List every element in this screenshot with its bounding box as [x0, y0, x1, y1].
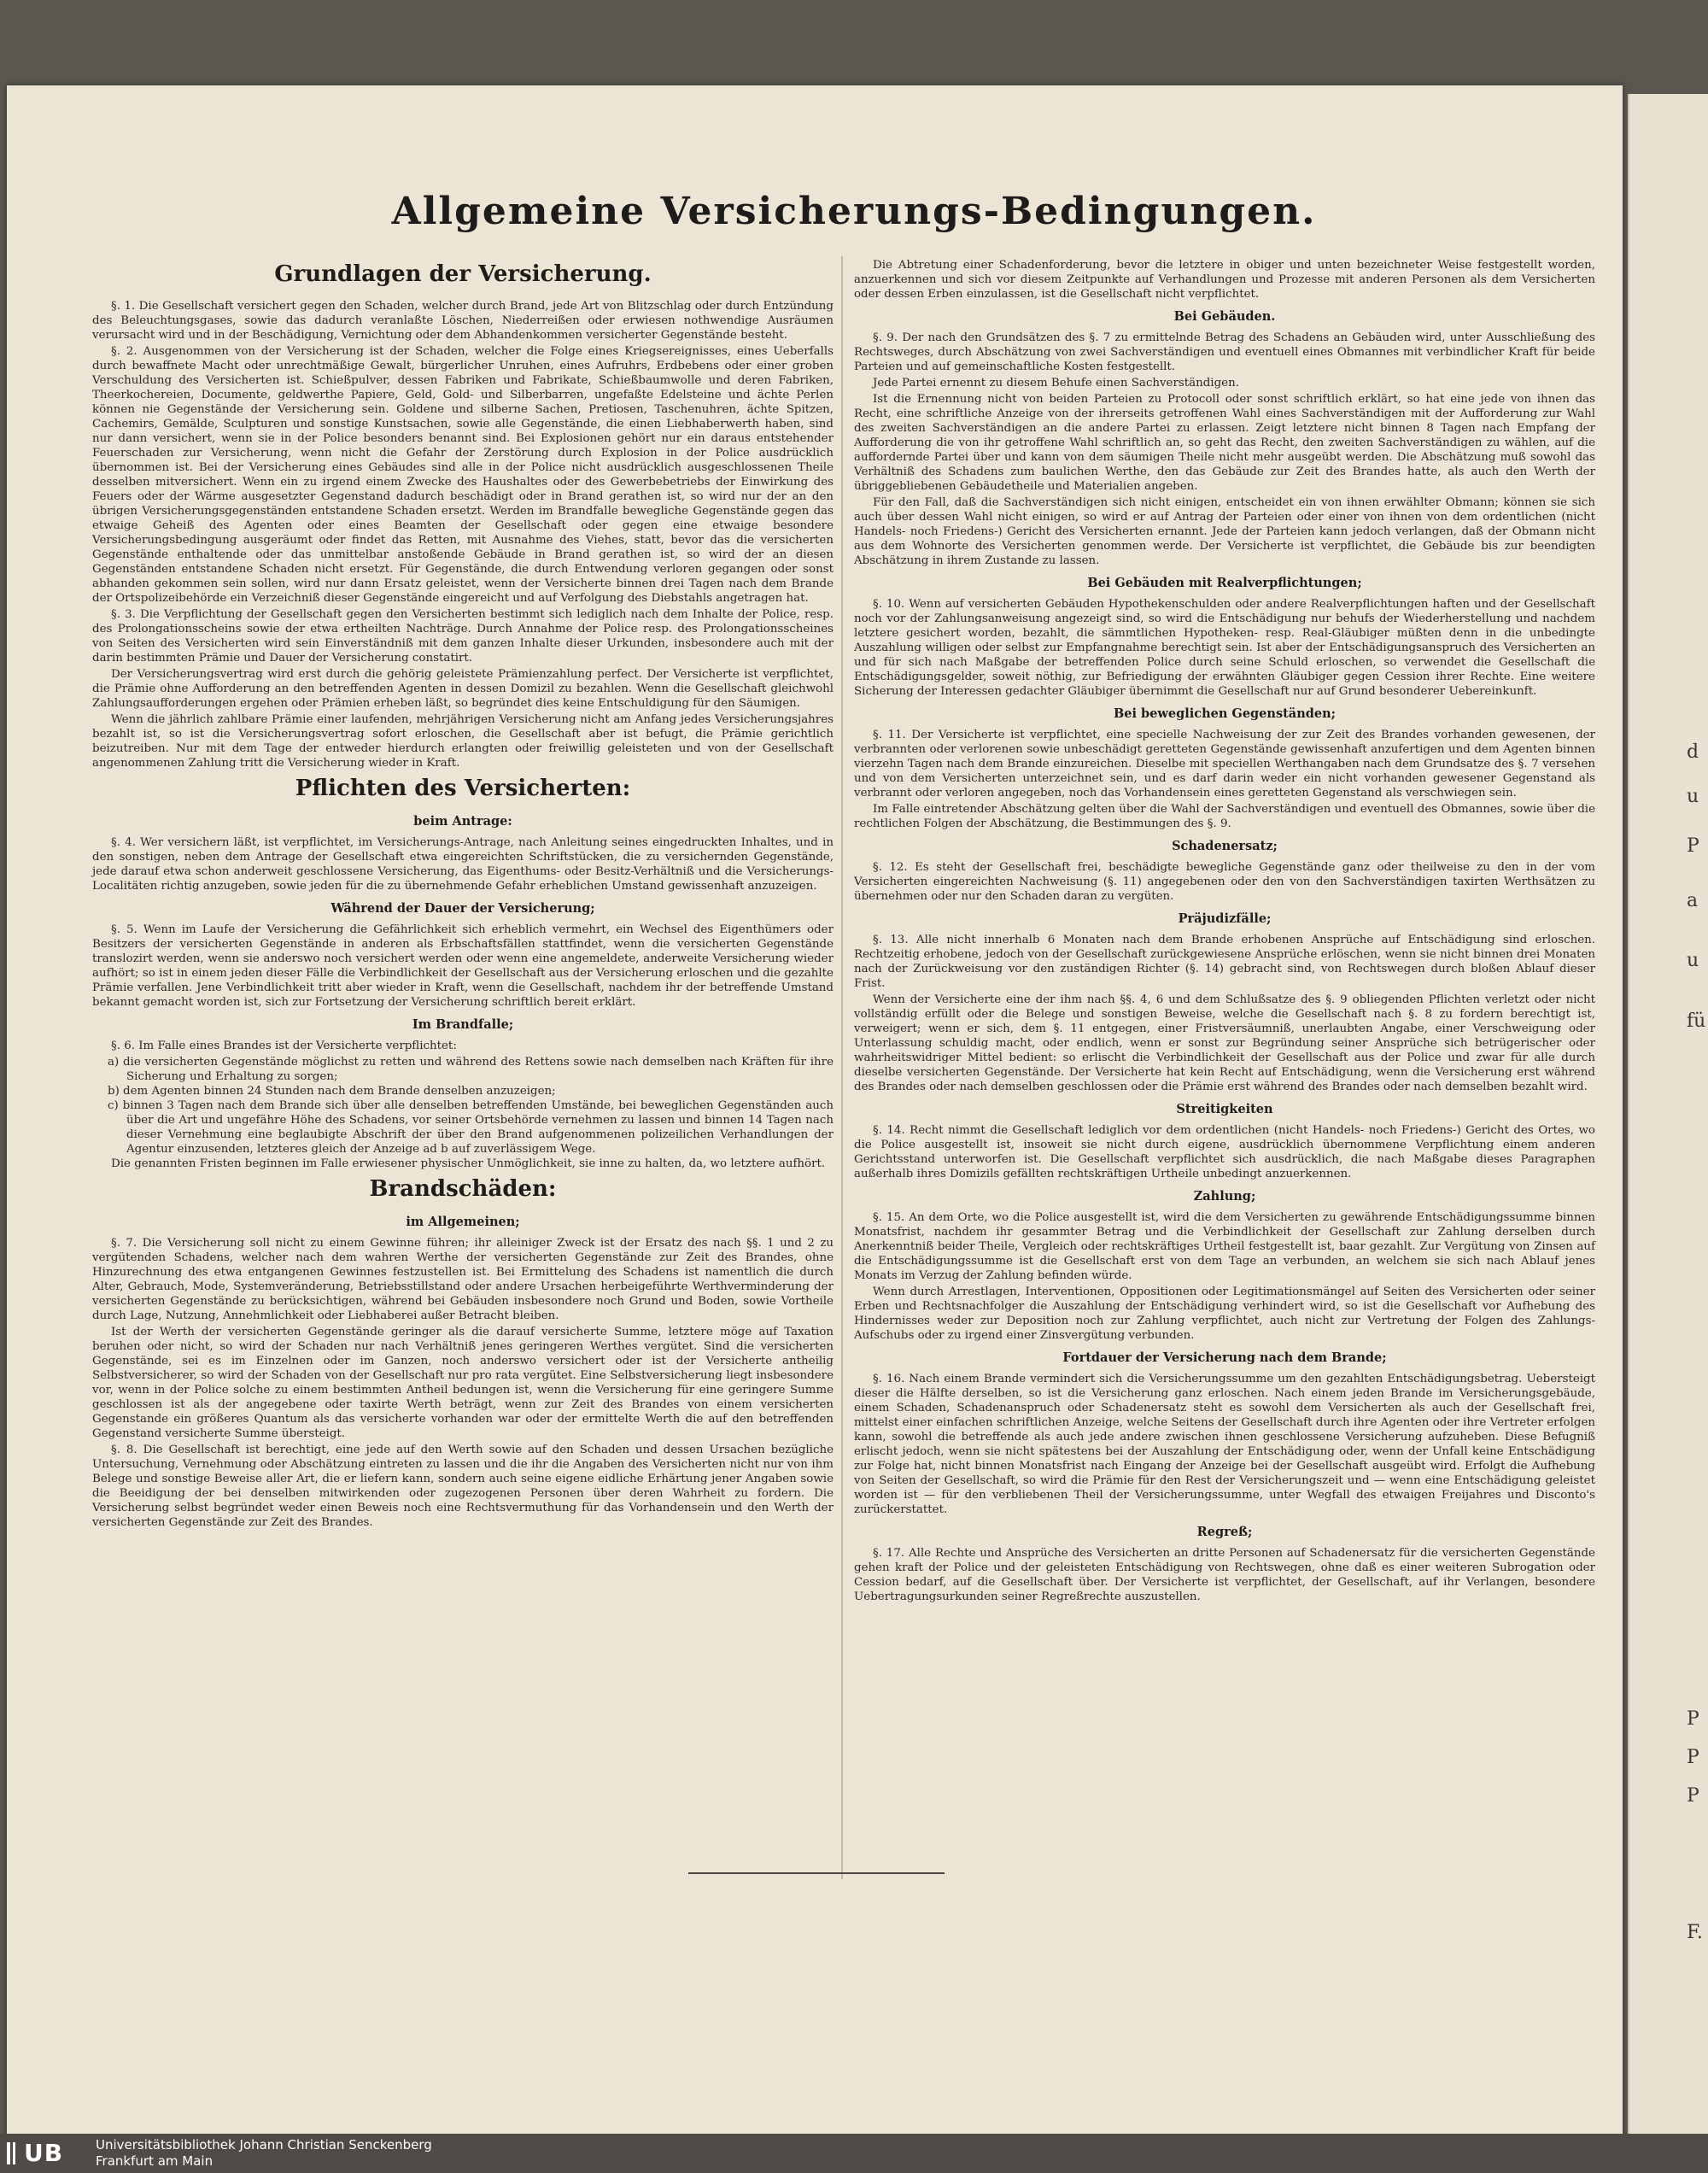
- paragraph: Ist der Werth der versicherten Gegenstände geringer als die darauf versicherte Summe, letztere möge auf Taxation beruhen oder nicht, so wird der Schaden nur nach Verhältniß jenes geringeren Werthes vergütet. Sind die versicherten Gegenstände, sei es im Einzelnen oder im Ganzen, noch anderswo versichert oder ist der Versicherte antheilig Selbstversicherer, so wird der Schaden von der Gesellschaft nur pro rata vergütet. Eine Selbstversicherung liegt insbesondere vor, wenn in der Police solche zu einem bestimmten Antheil bedungen ist, wenn die Versicherung für eine geringere Summe geschlossen ist als der angegebene oder taxirte Werth beträgt, wenn zur Zeit des Brandes von einem versicherten Gegenstande ein größeres Quantum als das versicherte vorhanden war oder der ermittelte Werth die auf den betreffenden Gegenstand versicherte Summe übersteigt.: [92, 1326, 834, 1440]
- subsection-heading: Schadenersatz;: [1172, 839, 1278, 853]
- logo-mark-icon: [7, 2142, 15, 2164]
- subsection-heading: Bei Gebäuden.: [1173, 309, 1276, 324]
- closing-rule: [688, 1872, 945, 1874]
- column-fold-line: [841, 256, 843, 1879]
- paragraph: §. 8. Die Gesellschaft ist berechtigt, eine jede auf den Werth sowie auf den Schaden und dessen Ursachen bezügliche Untersuchung, Vernehmung oder Abschätzung eintreten zu lassen und die ihr die Angaben des Versicherten nicht nur von ihm Belege und sonstige Beweise aller Art, die er liefern kann, sondern auch seine eigene eidliche Erhärtung jener Angaben sowie die Beeidigung der bei denselben mitwirkenden oder zugezogenen Personen über deren Wahrheit zu fordern. Die Versicherung selbst begründet weder einen Beweis noch eine Rechtsvermuthung für das Vorhandensein und den Werth der versicherten Gegenstände zur Zeit des Brandes.: [92, 1444, 834, 1529]
- subsection-heading: Präjudizfälle;: [1178, 911, 1272, 926]
- ub-logo: [7, 2139, 84, 2168]
- footer-bar: [0, 2134, 1708, 2173]
- paragraph: §. 3. Die Verpflichtung der Gesellschaft gegen den Versicherten bestimmt sich lediglich nach dem Inhalte der Police, resp. des Prolongationsscheins sowie der etwa ertheilten Nachträge. Durch Annahme der Police resp. des Prolongationsscheines von Seiten des Versicherten wird sein Einverständniß mit dem ganzen Inhalte dieser Urkunden, insbesondere auch mit der darin bestimmten Prämie und Dauer der Versicherung constatirt.: [92, 608, 834, 665]
- footer-institution: Universitätsbibliothek Johann Christian Senckenberg: [96, 2137, 432, 2152]
- list-item: c) binnen 3 Tagen nach dem Brande sich über alle denselben betreffenden Umstände, bei beweglichen Gegenständen auch über die Art und ungefähre Höhe des Schadens, vor seiner Ortsbehörde vernehmen zu lassen und binnen 14 Tagen nach dieser Vernehmung eine beglaubigte Abschrift der über den Brand aufgenommenen polizeilichen Verhandlungen der Agentur einzusenden, letzteres gleich der Anzeige ad b auf zuverlässigem Wege.: [108, 1099, 834, 1156]
- document-title: Allgemeine Versicherungs-Bedingungen.: [391, 190, 1317, 233]
- paragraph: Wenn der Versicherte eine der ihm nach §§. 4, 6 und dem Schlußsatze des §. 9 obliegenden Pflichten verletzt oder nicht vollständig erfüllt oder die Belege und sonstigen Beweise, welche die Gesellschaft nach §. 8 zu fordern berechtigt ist, verweigert; wenn er sich, dem §. 11 entgegen, einer Fristversäumniß, unerlaubten Angabe, einer Verschweigung oder Unterlassung schuldig macht, oder endlich, wenn er sonst zur Begründung seiner Ansprüche sich betrügerischer oder wahrheitswidriger Mittel bedient: so erlischt die Verbindlichkeit der Gesellschaft aus der Police und zwar für alle durch dieselbe versicherten Gegenstände. Der Versicherte hat kein Recht auf Entschädigung, wenn die Versicherung erst während des Brandes oder nach demselben geschlossen oder die Prämie erst während des Brandes oder nach demselben bezahlt wird.: [854, 993, 1595, 1093]
- edge-letter: F.: [1687, 1922, 1703, 1943]
- subsection-heading: Im Brandfalle;: [412, 1017, 514, 1032]
- subsection-heading: beim Antrage:: [413, 814, 512, 829]
- paragraph: §. 9. Der nach den Grundsätzen des §. 7 zu ermittelnde Betrag des Schadens an Gebäuden wird, unter Ausschließung des Rechtsweges, durch Abschätzung von zwei Sachverständigen und eventuell eines Obmannes mit verbindlicher Kraft für beide Parteien und auf gemeinschaftliche Kosten festgestellt.: [854, 331, 1595, 373]
- edge-letter: fü: [1687, 1010, 1706, 1032]
- paragraph: §. 4. Wer versichern läßt, ist verpflichtet, im Versicherungs-Antrage, nach Anleitung seines eingedruckten Inhaltes, und in den sonstigen, neben dem Antrage der Gesellschaft etwa eingereichten Schriftstücken, die zu versichernden Gegenstände, jede darauf etwa schon anderweit geschlossene Versicherung, das Eigenthums- oder Besitz-Verhältniß und die Versicherungs-Localitäten richtig anzugeben, sowie jeden für die zu übernehmende Gefahr erheblichen Umstand gewissenhaft anzuzeigen.: [92, 836, 834, 893]
- paragraph: §. 6. Im Falle eines Brandes ist der Versicherte verpflichtet:: [111, 1040, 457, 1052]
- footer-city: Frankfurt am Main: [96, 2153, 214, 2169]
- subsection-heading: Regreß;: [1196, 1525, 1253, 1539]
- paragraph: Im Falle eintretender Abschätzung gelten über die Wahl der Sachverständigen und eventuell des Obmannes, sowie über die rechtlichen Folgen der Abschätzung, die Bestimmungen des §. 9.: [854, 803, 1595, 830]
- section-heading: Pflichten des Versicherten:: [295, 776, 631, 801]
- list-item: a) die versicherten Gegenstände möglichst zu retten und während des Rettens sowie nach demselben nach Kräften für ihre Sicherung und Erhaltung zu sorgen;: [108, 1056, 834, 1083]
- edge-letter: P: [1687, 1785, 1699, 1807]
- section-heading: Grundlagen der Versicherung.: [274, 261, 652, 287]
- subsection-heading: Während der Dauer der Versicherung;: [330, 901, 595, 916]
- subsection-heading: Zahlung;: [1193, 1189, 1256, 1204]
- right-text-column: [854, 258, 1595, 1872]
- edge-letter: P: [1687, 1708, 1699, 1730]
- paragraph: §. 1. Die Gesellschaft versichert gegen den Schaden, welcher durch Brand, jede Art von Blitzschlag oder durch Entzündung des Beleuchtungsgases, sowie das dadurch veranlaßte Löschen, Niederreißen oder erwiesen nothwendige Ausräumen verursacht wird und in der Beschädigung, Vernichtung oder dem Abhandenkommen versicherter Gegenstände besteht.: [92, 300, 834, 342]
- subsection-heading: Fortdauer der Versicherung nach dem Brande;: [1062, 1350, 1387, 1365]
- paragraph: §. 17. Alle Rechte und Ansprüche des Versicherten an dritte Personen auf Schadenersatz für die versicherten Gegenstände gehen kraft der Police und der geleisteten Entschädigung von Rechtswegen, ohne daß es einer weiteren Subrogation oder Cession bedarf, auf die Gesellschaft über. Der Versicherte ist verpflichtet, der Gesellschaft, auf ihr Verlangen, besondere Uebertragungsurkunden seiner Regreßrechte auszustellen.: [854, 1547, 1595, 1603]
- paragraph: Wenn die jährlich zahlbare Prämie einer laufenden, mehrjährigen Versicherung nicht am Anfang jedes Versicherungsjahres bezahlt ist, so ist die Versicherungsvertrag sofort erloschen, die Gesellschaft aber ist befugt, die Prämie gerichtlich beizutreiben. Nur mit dem Tage der entweder hierdurch erlangten oder freiwillig geleisteten und von der Gesellschaft angenommenen Zahlung tritt die Versicherung wieder in Kraft.: [92, 713, 834, 770]
- paragraph: Der Versicherungsvertrag wird erst durch die gehörig geleistete Prämienzahlung perfect. Der Versicherte ist verpflichtet, die Prämie ohne Aufforderung an den betreffenden Agenten in dessen Domizil zu bezahlen. Wenn die Gesellschaft gleichwohl Zahlungsaufforderungen ergehen oder Prämien erheben läßt, so begründet dies keine Entschuldigung für den Säumigen.: [92, 668, 834, 710]
- paragraph: Für den Fall, daß die Sachverständigen sich nicht einigen, entscheidet ein von ihnen erwählter Obmann; können sie sich auch über dessen Wahl nicht einigen, so wird er auf Antrag der Parteien oder einer von ihnen von dem ordentlichen (nicht Handels- noch Friedens-) Gericht des Versicherten ernannt. Jede der Parteien kann jedoch verlangen, daß der Obmann nicht aus dem Wohnorte des Versicherten genommen werde. Der Versicherte ist verpflichtet, die Gebäude bis zur beendigten Abschätzung in ihrem Zustande zu lassen.: [854, 496, 1595, 567]
- edge-letter: a: [1687, 890, 1699, 911]
- paragraph: §. 11. Der Versicherte ist verpflichtet, eine specielle Nachweisung der zur Zeit des Brandes vorhanden gewesenen, der verbrannten oder verlorenen sowie unbeschädigt geretteten Gegenstände gewissenhaft anzufertigen und dem Agenten binnen vierzehn Tagen nach dem Brande einzureichen. Dieselbe mit speciellen Werthangaben nach dem Grundsatze des §. 7 versehen und von dem Versicherten unterzeichnet sein, und es darf darin weder ein nicht vorhanden gewesener Gegenstand als verbrannt oder verloren angegeben, noch das Vorhandensein eines geretteten Gegenstand als verschwiegen sein.: [854, 729, 1595, 800]
- paragraph: §. 12. Es steht der Gesellschaft frei, beschädigte bewegliche Gegenstände ganz oder theilweise zu den in der vom Versicherten eingereichten Nachweisung (§. 11) angegebenen oder den von den Sachverständigen taxirten Werthsätzen zu übernehmen oder nur den Schaden daran zu vergüten.: [854, 861, 1595, 903]
- paragraph: Die genannten Fristen beginnen im Falle erwiesener physischer Unmöglichkeit, sie inne zu halten, da, wo letztere aufhört.: [111, 1157, 826, 1170]
- paragraph: §. 15. An dem Orte, wo die Police ausgestellt ist, wird die dem Versicherten zu gewährende Entschädigungssumme binnen Monatsfrist, nachdem ihr gesammter Betrag und die Verbindlichkeit der Gesellschaft zur Zahlung derselben durch Anerkenntniß beider Theile, Vergleich oder rechtskräftiges Urtheil festgestellt ist, baar gezahlt. Zur Vergütung von Zinsen auf die Entschädigungssumme ist die Gesellschaft erst von dem Tage an verbunden, an welchem sie sich nach Ablauf jenes Monats im Verzug der Zahlung befinden würde.: [854, 1211, 1595, 1282]
- paragraph: §. 10. Wenn auf versicherten Gebäuden Hypothekenschulden oder andere Realverpflichtungen haften und der Gesellschaft noch vor der Zahlungsanweisung angezeigt sind, so wird die Entschädigung nur behufs der Wiederherstellung und nachdem letztere gesichert worden, bezahlt, die sämmtlichen Hypotheken- resp. Real-Gläubiger müßten denn in die unbedingte Auszahlung willigen oder selbst zur Empfangnahme berechtigt sein. Ist aber der Entschädigungsanspruch des Versicherten an und für sich nach Maßgabe der betreffenden Police durch seine Schuld erloschen, so verwendet die Gesellschaft die Entschädigungsgelder, soweit nöthig, zur Befriedigung der erwähnten Gläubiger gegen Cession ihrer Rechte. Eine weitere Sicherung der Interessen gedachter Gläubiger übernimmt die Gesellschaft nur auf Grund besonderer Uebereinkunft.: [854, 598, 1595, 698]
- paragraph: Wenn durch Arrestlagen, Interventionen, Oppositionen oder Legitimationsmängel auf Seiten des Versicherten oder seiner Erben und Rechtsnachfolger die Auszahlung der Entschädigung verhindert wird, so ist die Gesellschaft vor Aufhebung des Hindernisses weder zur Deposition noch zur Zahlung verpflichtet, auch nicht zur Vertretung der Folgen des Zahlungs-Aufschubs oder zu irgend einer Zinsvergütung verbunden.: [854, 1286, 1595, 1342]
- edge-letter: P: [1687, 1747, 1699, 1768]
- paragraph: Ist die Ernennung nicht von beiden Parteien zu Protocoll oder sonst schriftlich erklärt, so hat eine jede von ihnen das Recht, eine schriftliche Anzeige von der ihrerseits getroffenen Wahl eines Sachverständigen mit der Aufforderung zur Wahl des zweiten Sachverständigen an die andere Partei zu erlassen. Zeigt letztere nicht binnen 8 Tagen nach Empfang der Aufforderung die von ihr getroffene Wahl schriftlich an, so geht das Recht, den zweiten Sachverständigen zu wählen, auf die auffordernde Partei über und kann von dem säumigen Theile nicht mehr ausgeübt werden. Die Abschätzung muß sowohl das Verhältniß des Schadens zum baulichen Werthe, den das Gebäude zur Zeit des Brandes hatte, als auch den Werth der übriggebliebenen Gebäudetheile und Materialien angeben.: [854, 393, 1595, 493]
- paragraph: Jede Partei ernennt zu diesem Behufe einen Sachverständigen.: [873, 377, 1239, 390]
- logo-text: UB: [24, 2139, 64, 2167]
- edge-letter: u: [1687, 950, 1699, 971]
- section-heading: Brandschäden:: [369, 1176, 557, 1202]
- subsection-heading: im Allgemeinen;: [406, 1215, 520, 1229]
- paragraph: §. 14. Recht nimmt die Gesellschaft lediglich vor dem ordentlichen (nicht Handels- noch Friedens-) Gericht des Ortes, wo die Police ausgestellt ist, insoweit sie nicht durch eigene, ausdrücklich übernommene Verpflichtung einem anderen Gerichtsstand unterworfen ist. Die Gesellschaft verpflichtet sich ausdrücklich, die nach Maßgabe dieses Paragraphen außerhalb ihres Domizils gefällten rechtskräftigen Urtheile unbedingt anzuerkennen.: [854, 1124, 1595, 1180]
- adjacent-page-edge: [1628, 94, 1708, 2144]
- subsection-heading: Bei Gebäuden mit Realverpflichtungen;: [1087, 576, 1362, 590]
- paragraph: §. 2. Ausgenommen von der Versicherung ist der Schaden, welcher die Folge eines Kriegsereignisses, eines Ueberfalls durch bewaffnete Macht oder unrechtmäßige Gewalt, bürgerlicher Unruhen, eines Aufruhrs, Erdbebens oder einer groben Verschuldung des Versicherten ist. Schießpulver, dessen Fabriken und Fabrikate, Schießbaumwolle und deren Fabriken, Theerkochereien, Documente, geldwerthe Papiere, Geld, Gold- und Silberbarren, ungefaßte Edelsteine und ächte Perlen können nie Gegenstände der Versicherung sein. Goldene und silberne Sachen, Pretiosen, Taschenuhren, ächte Spitzen, Cachemirs, Gemälde, Sculpturen und sonstige Kunstsachen, sowie alle Gegenstände, die einen Liebhaberwerth haben, sind nur dann versichert, wenn sie in der Police besonders benannt sind. Bei Explosionen gehört nur ein daraus entstehender Feuerschaden zur Versicherung, wenn nicht die Gefahr der Zerstörung durch Explosion in der Police ausdrücklich übernommen ist. Bei der Versicherung eines Gebäudes sind alle in der Police nicht ausdrücklich ausgeschlossenen Theile desselben mitversichert. Wenn ein zu irgend einem Zwecke des Haushaltes oder des Gewerbebetriebs der Einwirkung des Feuers oder der Wärme ausgesetzter Gegenstand dadurch beschädigt oder in Brand gerathen ist, so wird nur der an den übrigen Versicherungsgegenständen entstandene Schaden ersetzt. Werden im Brandfalle bewegliche Gegenstände gegen das etwaige Geheiß des Agenten oder eines Beamten der Gesellschaft oder gegen eine etwaige besondere Versicherungsbedingung ausgeräumt oder findet das Retten, mit Ausnahme des Viehes, statt, bevor das die versicherten Gegenstände enthaltende oder das unmittelbar anstoßende Gebäude in Brand gerathen ist, so wird der an diesen Gegenständen entstandene Schaden nicht ersetzt. Für Gegenstände, die durch Entwendung verloren gegangen oder sonst abhanden gekommen sein sollen, wird nur dann Ersatz geleistet, wenn der Versicherte binnen drei Tagen nach dem Brande der Ortspolizeibehörde ein Verzeichniß dieser Gegenstände eingereicht und auf Verfolgung des Diebstahls angetragen hat.: [92, 345, 834, 605]
- list-item: b) dem Agenten binnen 24 Stunden nach dem Brande denselben anzuzeigen;: [108, 1085, 556, 1098]
- paragraph: Die Abtretung einer Schadenforderung, bevor die letztere in obiger und unten bezeichneter Weise festgestellt worden, anzuerkennen und sich vor diesem Zeitpunkte auf Verhandlungen und Prozesse mit anderen Personen als dem Versicherten oder dessen Erben einzulassen, ist die Gesellschaft nicht verpflichtet.: [854, 259, 1595, 301]
- subsection-heading: Bei beweglichen Gegenständen;: [1113, 706, 1337, 721]
- edge-letter: u: [1687, 786, 1699, 807]
- edge-letter: d: [1687, 741, 1699, 763]
- edge-letter: P: [1687, 835, 1699, 857]
- paragraph: §. 5. Wenn im Laufe der Versicherung die Gefährlichkeit sich erheblich vermehrt, ein Wechsel des Eigenthümers oder Besitzers der versicherten Gegenstände in anderen als Erbschaftsfällen stattfindet, wenn die versicherten Gegenstände translozirt werden, wenn sie anderswo noch versichert werden oder wenn eine angemeldete, anderweite Versicherung wieder aufhört; so ist in einem jeden dieser Fälle die Verbindlichkeit der Gesellschaft aus der Versicherung erloschen und die gezahlte Prämie verfallen. Jene Verbindlichkeit tritt aber wieder in Kraft, wenn die Gesellschaft, nachdem ihr der betreffende Umstand bekannt gemacht worden ist, sich zur Fortsetzung der Versicherung schriftlich bereit erklärt.: [92, 923, 834, 1009]
- paragraph: §. 16. Nach einem Brande vermindert sich die Versicherungssumme um den gezahlten Entschädigungsbetrag. Uebersteigt dieser die Hälfte derselben, so ist die Versicherung ganz erloschen. Nach einem jeden Brande im Versicherungsgebäude, einem Schaden, Schadenanspruch oder Schadenersatz steht es sowohl dem Versicherten als auch der Gesellschaft frei, mittelst einer einfachen schriftlichen Anzeige, welche Seitens der Gesellschaft durch ihre Agenten oder ihre Vertreter erfolgen kann, sowohl die betreffende als auch jede andere zwischen ihnen geschlossene Versicherung aufzuheben. Diese Befugniß erlischt jedoch, wenn sie nicht spätestens bei der Auszahlung der Entschädigung oder, wenn der Unfall keine Entschädigung zur Folge hat, nicht binnen Monatsfrist nach Eingang der Anzeige bei der Gesellschaft ausgeübt wird. Erfolgt die Aufhebung von Seiten der Gesellschaft, so wird die Prämie für den Rest der Versicherungszeit und — wenn eine Entschädigung geleistet worden ist — für den verbliebenen Theil der Versicherungssumme, unter Wegfall des etwaigen Freijahres und Disconto's zurückerstattet.: [854, 1373, 1595, 1516]
- left-text-column: [92, 256, 834, 1871]
- subsection-heading: Streitigkeiten: [1176, 1102, 1273, 1116]
- paragraph: §. 13. Alle nicht innerhalb 6 Monaten nach dem Brande erhobenen Ansprüche auf Entschädigung sind erloschen. Rechtzeitig erhobene, jedoch von der Gesellschaft zurückgewiesene Ansprüche erlöschen, wenn sie nicht binnen drei Monaten nach der Zurückweisung vor den zuständigen Richter (§. 14) gebracht sind, von Rechtswegen durch bloßen Ablauf dieser Frist.: [854, 934, 1595, 990]
- paragraph: §. 7. Die Versicherung soll nicht zu einem Gewinne führen; ihr alleiniger Zweck ist der Ersatz des nach §§. 1 und 2 zu vergütenden Schadens, welcher nach dem wahren Werthe der versicherten Gegenstände zur Zeit des Brandes, ohne Hinzurechnung des etwa entgangenen Gewinnes festzustellen ist. Bei Ermittelung des Schadens ist namentlich die durch Alter, Gebrauch, Mode, Systemveränderung, Betriebsstillstand oder andere Ursachen herbeigeführte Werthverminderung der versicherten Gegenstände zu berücksichtigen, während bei Gebäuden insbesondere noch Grund und Boden, sowie Vortheile durch Lage, Nutzung, Annehmlichkeit oder Liebhaberei außer Betracht bleiben.: [92, 1237, 834, 1322]
